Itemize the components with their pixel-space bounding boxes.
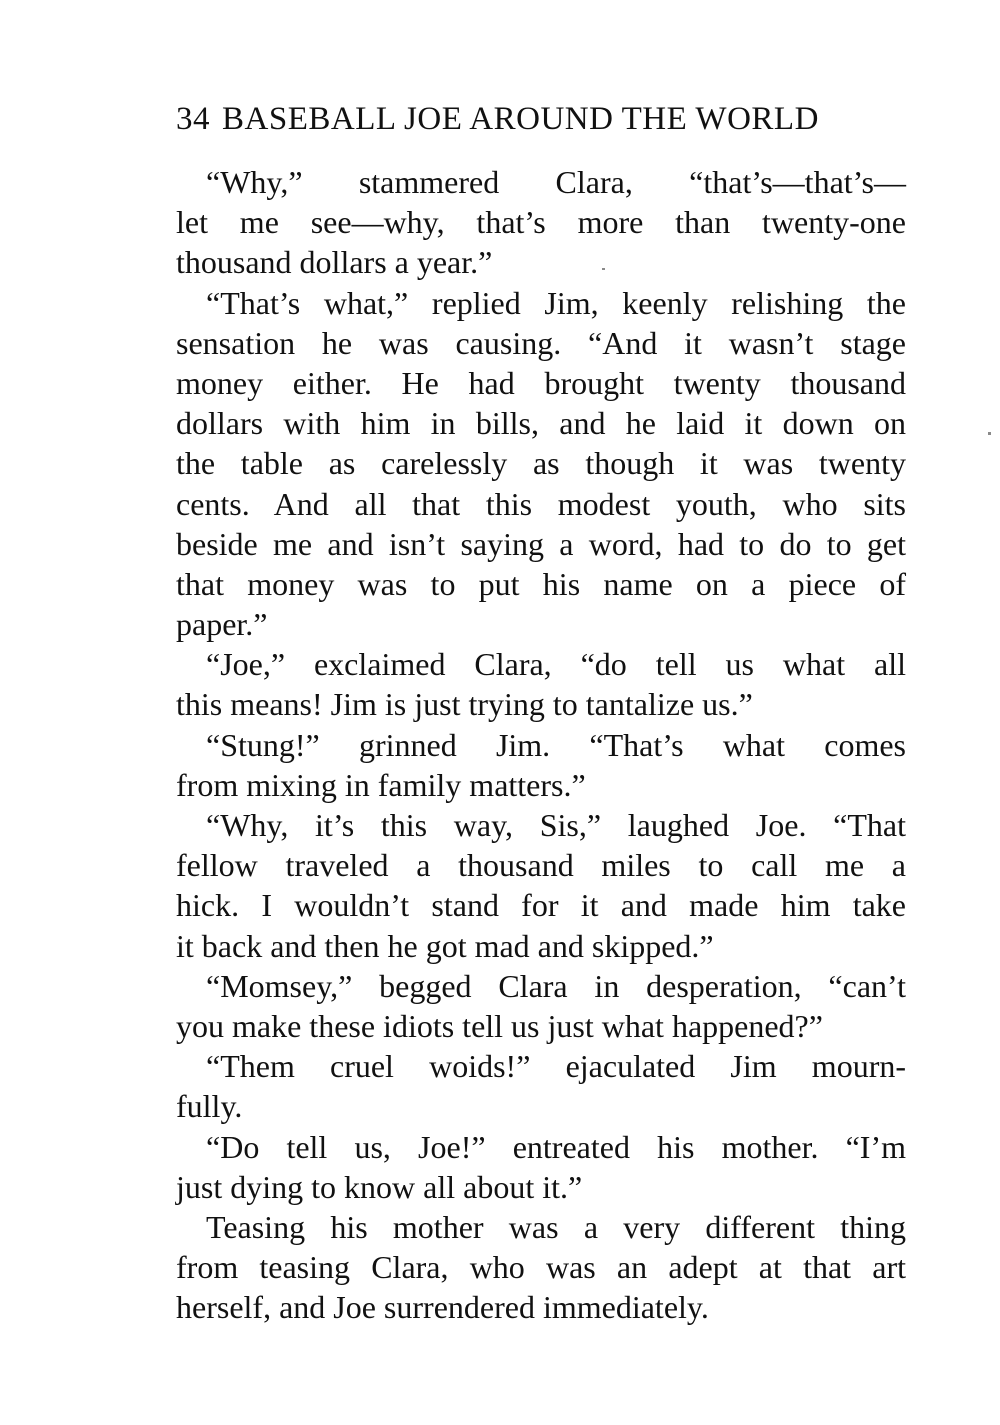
text-line: cents. And all that this modest youth, who sits [176,485,906,522]
text-line: “Them cruel woids!” ejaculated Jim mourn- [206,1048,906,1085]
text-line: “Why,” stammered Clara, “that’s—that’s— [206,164,906,200]
text-line: “Momsey,” begged Clara in desperation, “can’t [206,967,906,1004]
running-title: BASEBALL JOE AROUND THE WORLD [222,101,819,137]
text-line: Teasing his mother was a very different thing [206,1208,906,1245]
text-line: this means! Jim is just trying to tantalize us.” [176,686,753,723]
text-line: let me see—why, that’s more than twenty-one [176,204,906,241]
text-line: thousand dollars a year.” [176,244,493,281]
text-line: beside me and isn’t saying a word, had to do to get [176,525,906,562]
page-number: 34 [176,101,210,137]
text-line: you make these idiots tell us just what happened?” [176,1007,823,1044]
text-line: “Why, it’s this way, Sis,” laughed Joe. “That [206,807,906,843]
text-line: fully. [176,1088,243,1125]
text-line: “That’s what,” replied Jim, keenly relishing the [206,284,906,321]
text-line: from teasing Clara, who was an adept at that art [176,1249,906,1286]
text-line: dollars with him in bills, and he laid it down on [176,405,906,442]
body-text [176,162,906,1327]
text-line: “Joe,” exclaimed Clara, “do tell us what all [206,646,906,683]
text-line: sensation he was causing. “And it wasn’t stage [176,324,906,361]
text-line: just dying to know all about it.” [176,1168,583,1205]
text-line: herself, and Joe surrendered immediately. [176,1289,709,1326]
running-header [176,98,896,140]
text-line: that money was to put his name on a piece of [176,565,906,602]
scan-speck [602,268,605,270]
text-line: hick. I wouldn’t stand for it and made him take [176,887,906,924]
text-line: “Do tell us, Joe!” entreated his mother. “I’m [206,1128,906,1165]
text-line: paper.” [176,606,268,643]
text-line: from mixing in family matters.” [176,766,586,803]
text-line: money either. He had brought twenty thousand [176,364,906,401]
text-line: “Stung!” grinned Jim. “That’s what comes [206,726,906,763]
scan-speck [988,432,991,435]
text-line: fellow traveled a thousand miles to call me a [176,847,906,884]
text-line: it back and then he got mad and skipped.” [176,927,714,964]
text-line: the table as carelessly as though it was twenty [176,445,906,482]
